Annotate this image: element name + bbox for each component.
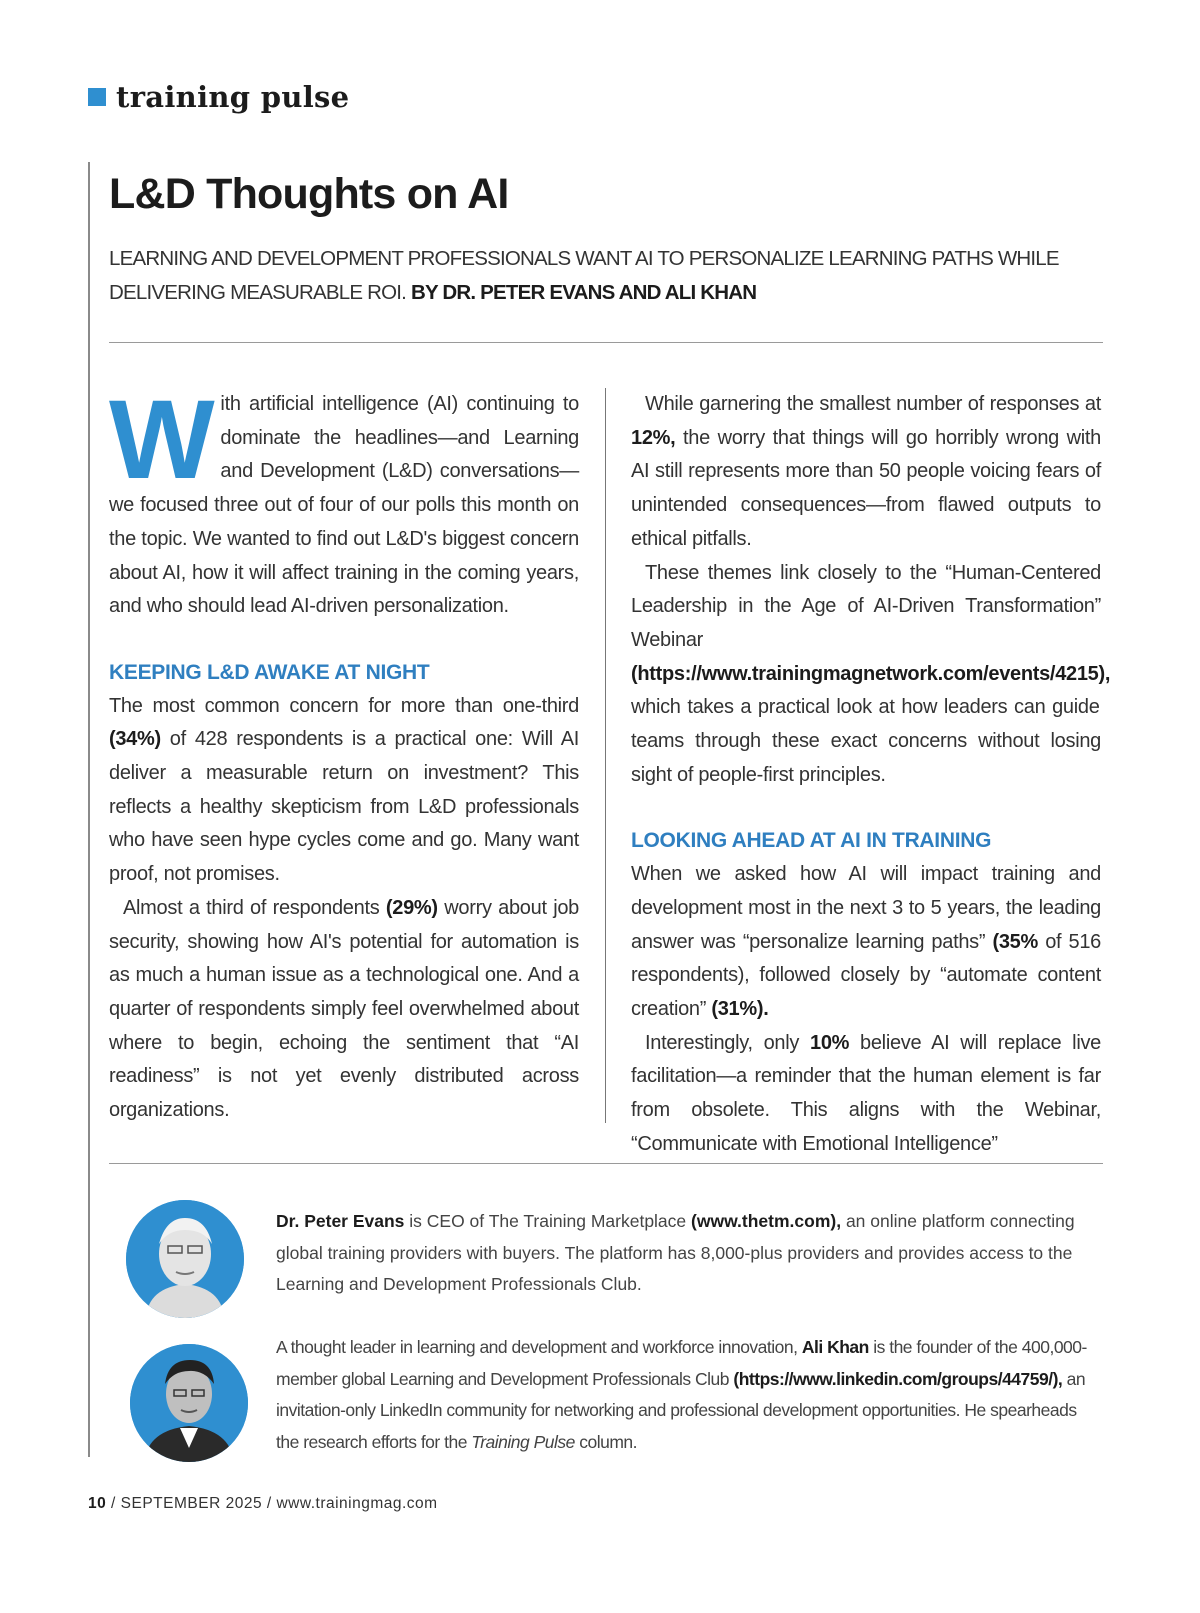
- section-label: training pulse: [116, 80, 350, 114]
- p5-text-c: of 516 respondents), followed closely by “automate content creation”: [631, 930, 1101, 1020]
- dropcap: W: [109, 377, 215, 502]
- avatar-ali-khan: [130, 1344, 248, 1462]
- page-footer: [88, 1495, 438, 1513]
- avatar-peter-evans: [126, 1200, 244, 1318]
- byline: BY DR. PETER EVANS AND ALI KHAN: [410, 281, 757, 304]
- paragraph-facilitation: [631, 1027, 1101, 1162]
- heading-looking-ahead: LOOKING AHEAD AT AI IN TRAINING: [631, 829, 992, 853]
- paragraph-roi: [109, 690, 579, 892]
- left-vertical-rule: [88, 162, 90, 1457]
- khan-text-d: column.: [574, 1431, 638, 1452]
- khan-text-c: an invitation-only LinkedIn community for networking and professional development opportunities. He spearheads the research efforts for the: [276, 1368, 1086, 1452]
- column-name: Training Pulse: [471, 1431, 575, 1452]
- page-number: 10: [88, 1495, 107, 1512]
- section-tag: [88, 80, 349, 114]
- p4-text-c: which takes a practical look at how leaders can guide teams through these exact concerns without losing sight of people-first principles.: [631, 696, 1101, 786]
- paragraph-smallest-response: [631, 388, 1101, 557]
- p6-stat: 10%: [810, 1031, 850, 1054]
- heading-keeping-awake: KEEPING L&D AWAKE AT NIGHT: [109, 660, 430, 684]
- thetm-link[interactable]: (www.thetm.com),: [691, 1211, 842, 1231]
- p1-text-c: of 428 respondents is a practical one: Will AI deliver a measurable return on investment? This reflects a healthy skepticism from L&D professionals who have seen hype cycles come and go. Many want proof, not promises.: [109, 728, 579, 886]
- article-title: L&D Thoughts on AI: [109, 170, 509, 218]
- bio-ali-khan: [276, 1332, 1096, 1458]
- intro-paragraph: [109, 377, 579, 624]
- paragraph-impact: [631, 858, 1101, 1027]
- khan-text-a: A thought leader in learning and development and workforce innovation,: [276, 1337, 802, 1357]
- khan-name: Ali Khan: [801, 1337, 869, 1357]
- p4-text-a: These themes link closely to the “Human-Centered Leadership in the Age of AI-Driven Transformation” Webinar: [631, 561, 1101, 651]
- bottom-divider: [109, 1163, 1103, 1164]
- p5-stat-b: (31%).: [711, 997, 769, 1020]
- section-square-icon: [88, 88, 106, 106]
- p3-stat: 12%,: [631, 426, 676, 449]
- right-column: [631, 388, 1111, 1161]
- p2-text-a: Almost a third of respondents: [123, 896, 386, 919]
- p3-text-a: While garnering the smallest number of responses at: [645, 393, 1101, 415]
- deck-text: LEARNING AND DEVELOPMENT PROFESSIONALS WANT AI TO PERSONALIZE LEARNING PATHS WHILE DELIVERING MEASURABLE ROI.: [109, 247, 1059, 304]
- top-divider: [109, 342, 1103, 343]
- p6-text-c: believe AI will replace live facilitation—a reminder that the human element is far from obsolete. This aligns with the Webinar, “Communicate with Emotional Intelligence”: [631, 1031, 1101, 1155]
- portrait-khan-icon: [130, 1344, 248, 1462]
- p1-text-a: The most common concern for more than one-third: [109, 694, 579, 717]
- issue-info: / SEPTEMBER 2025 / www.trainingmag.com: [106, 1495, 438, 1512]
- bio-peter-evans: [276, 1206, 1096, 1301]
- p3-text-c: the worry that things will go horribly wrong with AI still represents more than 50 people voicing fears of unintended consequences—from flawed outputs to ethical pitfalls.: [631, 426, 1101, 550]
- intro-text: ith artificial intelligence (AI) continuing to dominate the headlines—and Learning and Development (L&D) conversations—we focused three out of four of our polls this month on the topic. We wanted to find out L&D's biggest concern about AI, how it will affect training in the coming years, and who should lead AI-driven personalization.: [109, 393, 579, 618]
- p5-stat-a: (35%: [992, 930, 1038, 953]
- p5-text-a: When we asked how AI will impact training and development most in the next 3 to 5 years, the leading answer was “personalize learning paths”: [631, 863, 1101, 953]
- p6-text-a: Interestingly, only: [645, 1031, 810, 1054]
- left-column: [109, 377, 579, 1128]
- webinar-link[interactable]: (https://www.trainingmagnetwork.com/events/4215),: [631, 662, 1111, 685]
- p2-stat: (29%): [385, 896, 438, 919]
- p2-text-c: worry about job security, showing how AI's potential for automation is as much a human issue as a technological one. And a quarter of respondents simply feel overwhelmed about where to begin, echoing the sentiment that “AI readiness” is not yet evenly distributed across organizations.: [109, 896, 579, 1122]
- evans-name: Dr. Peter Evans: [276, 1211, 405, 1231]
- evans-text-a: is CEO of The Training Marketplace: [404, 1211, 692, 1231]
- evans-text-b: an online platform connecting global training providers with buyers. The platform has 8,000-plus providers and provides access to the Learning and Development Professionals Club.: [276, 1211, 1075, 1294]
- linkedin-link[interactable]: (https://www.linkedin.com/groups/44759/),: [733, 1368, 1063, 1389]
- paragraph-job-security: [109, 892, 579, 1128]
- p1-stat: (34%): [109, 728, 161, 751]
- paragraph-webinar-link: [631, 557, 1111, 793]
- portrait-evans-icon: [126, 1200, 244, 1318]
- khan-text-b: is the founder of the 400,000-member global Learning and Development Professionals Club: [276, 1337, 1087, 1389]
- column-divider: [605, 388, 606, 1123]
- article-deck: [109, 242, 1109, 310]
